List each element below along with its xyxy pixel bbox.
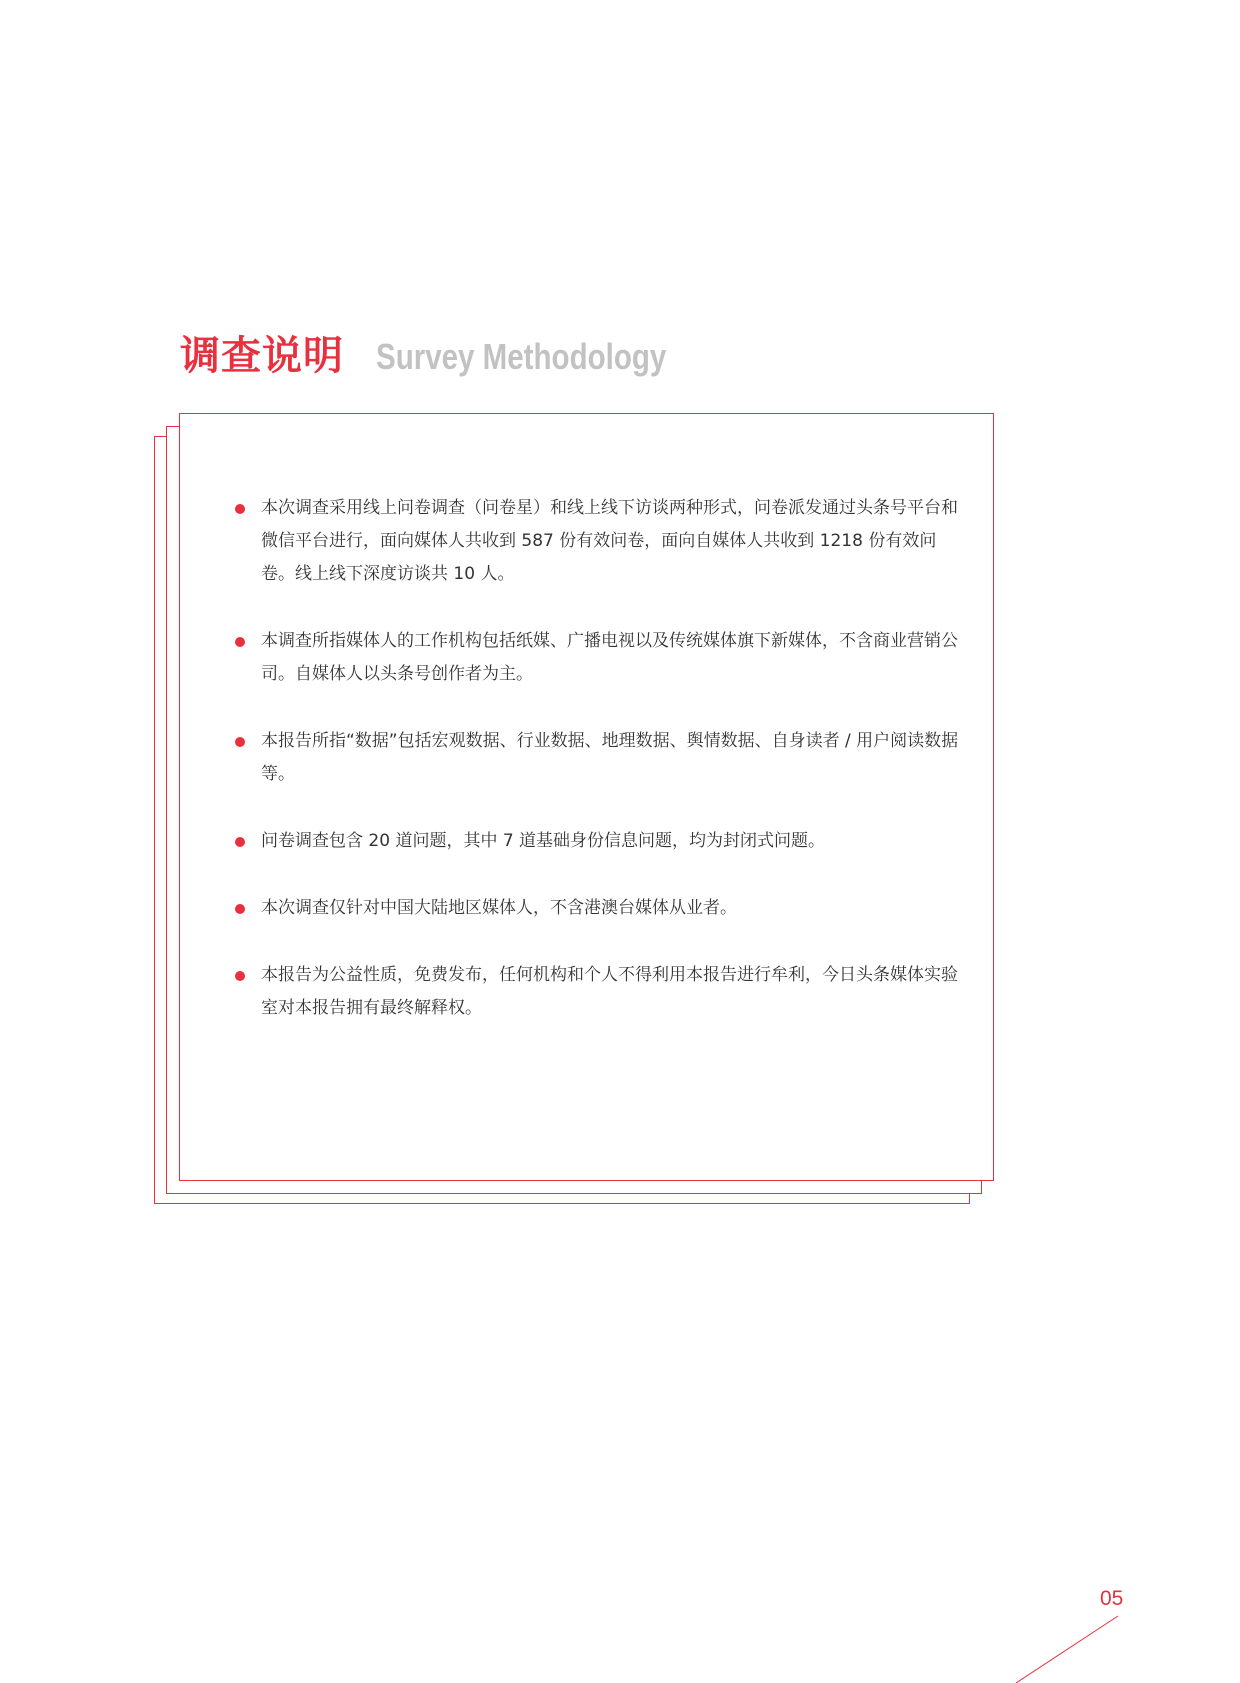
list-item-text: 本报告为公益性质，免费发布，任何机构和个人不得利用本报告进行牟利，今日头条媒体实验室对本报告拥有最终解释权。 bbox=[261, 965, 958, 1018]
list-item-text: 本调查所指媒体人的工作机构包括纸媒、广播电视以及传统媒体旗下新媒体，不含商业营销公司。自媒体人以头条号创作者为主。 bbox=[261, 631, 958, 684]
list-item-text: 问卷调查包含 20 道问题，其中 7 道基础身份信息问题，均为封闭式问题。 bbox=[261, 831, 826, 851]
list-item-text: 本次调查仅针对中国大陆地区媒体人，不含港澳台媒体从业者。 bbox=[261, 898, 737, 918]
page-title: 调查说明 bbox=[180, 333, 344, 379]
page-subtitle: Survey Methodology bbox=[376, 336, 667, 377]
list-item-text: 本报告所指“数据”包括宏观数据、行业数据、地理数据、舆情数据、自身读者 / 用户阅读数据等。 bbox=[261, 731, 959, 784]
list-item-text: 本次调查采用线上问卷调查（问卷星）和线上线下访谈两种形式，问卷派发通过头条号平台和微信平台进行，面向媒体人共收到 587 份有效问卷，面向自媒体人共收到 1218 份有效问卷。线上线下深度访谈共 10 人。 bbox=[261, 498, 958, 584]
page-number: 05 bbox=[1100, 1587, 1124, 1610]
